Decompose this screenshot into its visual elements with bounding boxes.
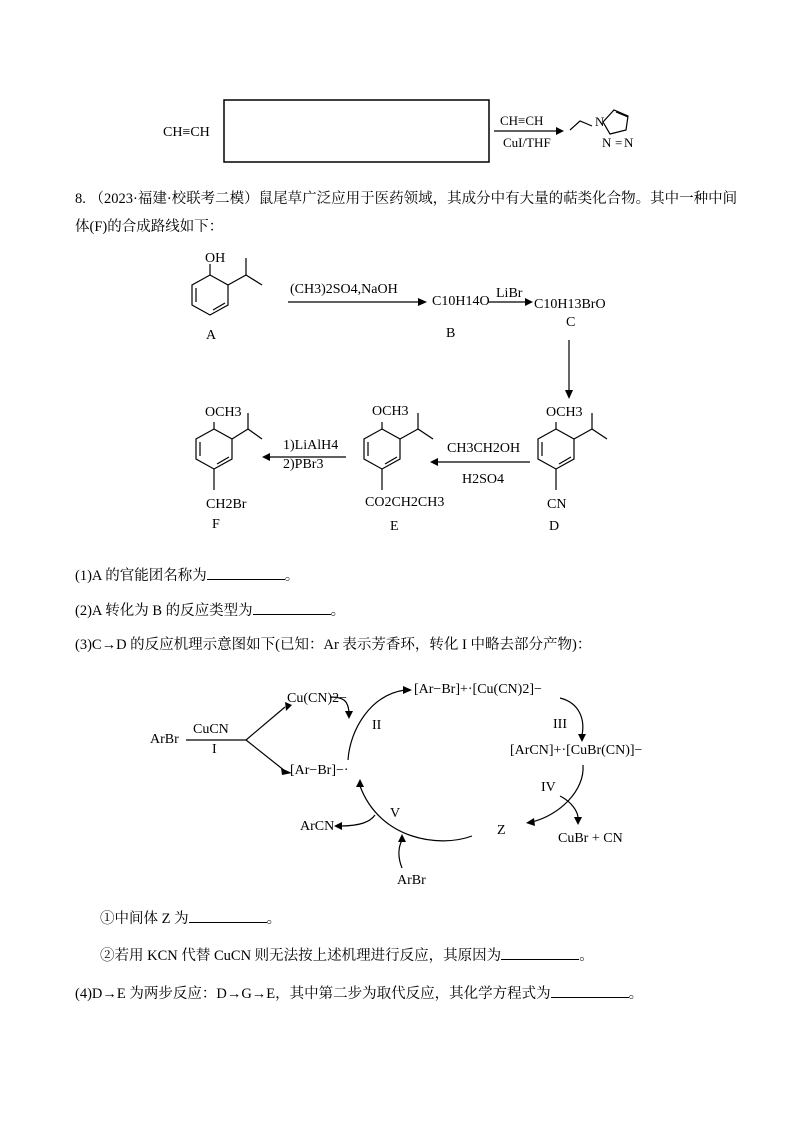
label-D: D <box>549 519 560 534</box>
mech-step-III: III <box>553 717 567 732</box>
end-mark: 。 <box>579 948 594 964</box>
question-1 <box>75 565 299 585</box>
mech-step-II: II <box>372 718 382 733</box>
D-bottom-group: CN <box>547 497 567 512</box>
F-bottom-group: CH2Br <box>206 497 247 512</box>
label-F: F <box>212 517 220 532</box>
mech-ArCN: ArCN <box>300 819 335 834</box>
triazole-eq: = <box>615 135 623 150</box>
formula-C: C10H13BrO <box>534 297 606 312</box>
reagent-D-to-E-top: CH3CH2OH <box>447 441 521 456</box>
mech-Z: Z <box>497 823 506 838</box>
answer-blank-3-1[interactable] <box>189 908 267 923</box>
question-2-text: (2)A 转化为 B 的反应类型为 <box>75 603 253 619</box>
question-4 <box>75 983 643 1003</box>
label-E: E <box>390 519 399 534</box>
mech-pair1: [Ar−Br]+·[Cu(CN)2]− <box>414 682 542 697</box>
label-C: C <box>566 315 576 330</box>
compound-D-structure <box>538 413 607 490</box>
formula-B: C10H14O <box>432 294 490 309</box>
answer-blank-2[interactable] <box>253 600 331 615</box>
answer-box <box>224 100 489 162</box>
mech-CuCN: CuCN <box>193 722 229 737</box>
D-top-group: OCH3 <box>546 405 583 420</box>
end-mark: 。 <box>628 986 644 1002</box>
question-number: 8. <box>75 191 86 207</box>
E-bottom-group: CO2CH2CH3 <box>365 495 445 510</box>
question-3-1-text: ①中间体 Z 为 <box>100 911 189 927</box>
label-B: B <box>446 326 456 341</box>
top-left-acetylene: CH≡CH <box>163 125 210 140</box>
label-A: A <box>206 328 217 343</box>
top-arrow-reagent-bottom: CuI/THF <box>503 135 551 150</box>
mechanism-arrows <box>186 690 583 868</box>
mech-ArBr-in: ArBr <box>397 873 426 888</box>
mech-ArBr-start: ArBr <box>150 732 179 747</box>
mech-ArBr-radical: [Ar−Br]−· <box>290 763 349 778</box>
question-source: （2023·福建·校联考二模） <box>89 191 259 207</box>
compound-A-OH: OH <box>205 251 226 266</box>
mech-step-I: I <box>212 742 217 757</box>
top-arrow-reagent-top: CH≡CH <box>500 113 544 128</box>
question-8-line1 <box>75 190 737 208</box>
triazole-N2: N <box>602 135 612 150</box>
reagent-B-to-C: LiBr <box>496 286 523 301</box>
reagent-A-to-B: (CH3)2SO4,NaOH <box>290 282 398 297</box>
question-intro-1: 鼠尾草广泛应用于医药领域，其成分中有大量的萜类化合物。其中一种中间 <box>258 191 738 207</box>
question-3-2-text: ②若用 KCN 代替 CuCN 则无法按上述机理进行反应，其原因为 <box>100 948 502 964</box>
arrow-C-to-D <box>565 340 573 399</box>
top-reaction-arrow <box>494 127 564 135</box>
arrow-D-to-E <box>430 458 530 466</box>
compound-F-structure <box>196 413 262 490</box>
end-mark: 。 <box>266 911 282 927</box>
question-3: (3)C→D 的反应机理示意图如下(已知：Ar 表示芳香环，转化 I 中略去部分产物)： <box>75 637 592 653</box>
mech-CuBr-CN: CuBr + CN <box>558 831 623 846</box>
triazole-N3: N <box>624 135 634 150</box>
question-1-text: (1)A 的官能团名称为 <box>75 568 207 584</box>
reagent-D-to-E-bottom: H2SO4 <box>462 472 505 487</box>
mech-step-IV: IV <box>541 780 556 795</box>
compound-A-structure <box>192 258 262 315</box>
reagent-E-to-F-2: 2)PBr3 <box>283 457 324 472</box>
question-3-2 <box>100 945 594 965</box>
end-mark: 。 <box>330 603 346 619</box>
mech-cu-complex: Cu(CN)2− <box>287 691 348 706</box>
triazole-N1: N <box>595 114 605 129</box>
arrow-A-to-B <box>288 298 427 306</box>
answer-blank-4[interactable] <box>551 983 629 998</box>
answer-blank-1[interactable] <box>207 565 285 580</box>
compound-E-structure <box>364 413 433 490</box>
question-3-1 <box>100 908 281 928</box>
reagent-E-to-F-1: 1)LiAlH4 <box>283 438 339 453</box>
end-mark: 。 <box>284 568 300 584</box>
answer-blank-3-2[interactable] <box>501 945 579 960</box>
F-top-group: OCH3 <box>205 405 242 420</box>
mech-step-V: V <box>390 806 401 821</box>
mech-pair2: [ArCN]+·[CuBr(CN)]− <box>510 743 643 758</box>
E-top-group: OCH3 <box>372 404 409 419</box>
question-8-line2: 体(F)的合成路线如下： <box>75 219 224 235</box>
question-4-text: (4)D→E 为两步反应：D→G→E，其中第二步为取代反应，其化学方程式为 <box>75 986 551 1002</box>
question-2 <box>75 600 345 620</box>
